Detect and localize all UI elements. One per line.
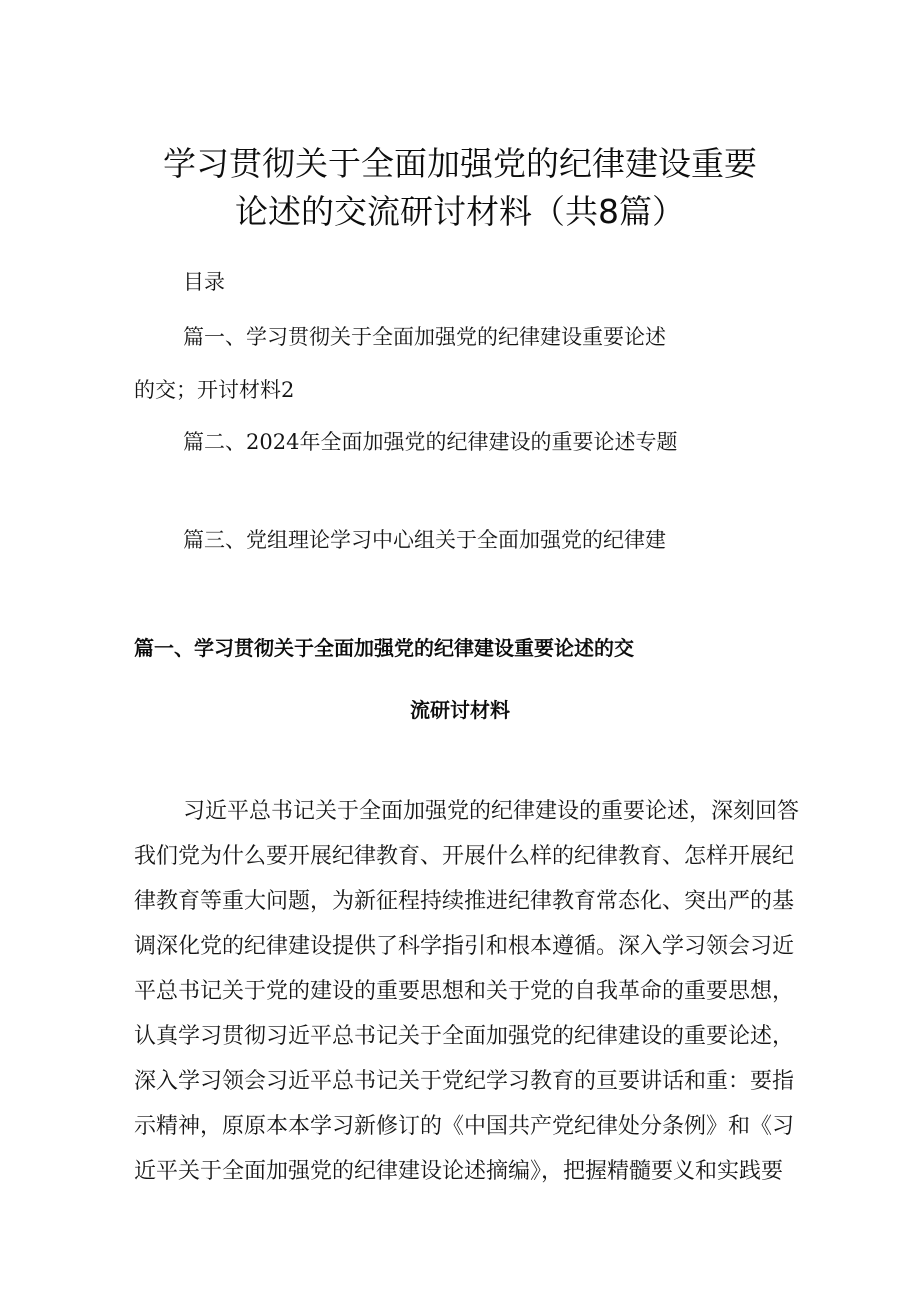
toc-entry-1-continued: 的交；开讨材料2 bbox=[134, 378, 295, 402]
toc-entry-1: 篇一、学习贯彻关于全面加强党的纪律建设重要论述 bbox=[183, 325, 666, 349]
paragraph-line-5: 平总书记关于党的建设的重要思想和关于党的自我革命的重要思想， bbox=[134, 979, 795, 1004]
document-title-line-2: 论述的交流研讨材料（共8篇） bbox=[235, 192, 685, 231]
toc-entry-2: 篇二、2024年全面加强党的纪律建设的重要论述专题 bbox=[183, 430, 678, 454]
paragraph-line-2: 我们党为什么要开展纪律教育、开展什么样的纪律教育、怎样开展纪 bbox=[134, 844, 795, 869]
paragraph-line-7: 深入学习领会习近平总书记关于党纪学习教育的亘要讲话和重：要指 bbox=[134, 1069, 795, 1094]
paragraph-line-3: 律教育等重大问题，为新征程持续推进纪律教育常态化、突出严的基 bbox=[134, 889, 795, 914]
toc-entry-3: 篇三、党组理论学习中心组关于全面加强党的纪律建 bbox=[183, 528, 666, 552]
paragraph-line-9: 近平关于全面加强党的纪律建设论述摘编》，把握精髓要义和实践要 bbox=[134, 1159, 784, 1184]
document-title-line-1: 学习贯彻关于全面加强党的纪律建设重要 bbox=[163, 144, 757, 183]
paragraph-line-4: 调深化党的纪律建设提供了科学指引和根本遵循。深入学习领会习近 bbox=[134, 934, 795, 959]
section-heading-line-1: 篇一、学习贯彻关于全面加强党的纪律建设重要论述的交 bbox=[134, 636, 634, 660]
section-heading-line-2: 流研讨材料 bbox=[410, 698, 510, 722]
paragraph-line-6: 认真学习贯彻习近平总书记关于全面加强党的纪律建设的重要论述， bbox=[134, 1024, 795, 1049]
toc-label: 目录 bbox=[183, 270, 225, 294]
paragraph-line-8: 示精神，原原本本学习新修订的《中国共产党纪律处分条例》和《习 bbox=[134, 1114, 795, 1139]
paragraph-line-1: 习近平总书记关于全面加强党的纪律建设的重要论述，深刻回答 bbox=[183, 799, 800, 824]
